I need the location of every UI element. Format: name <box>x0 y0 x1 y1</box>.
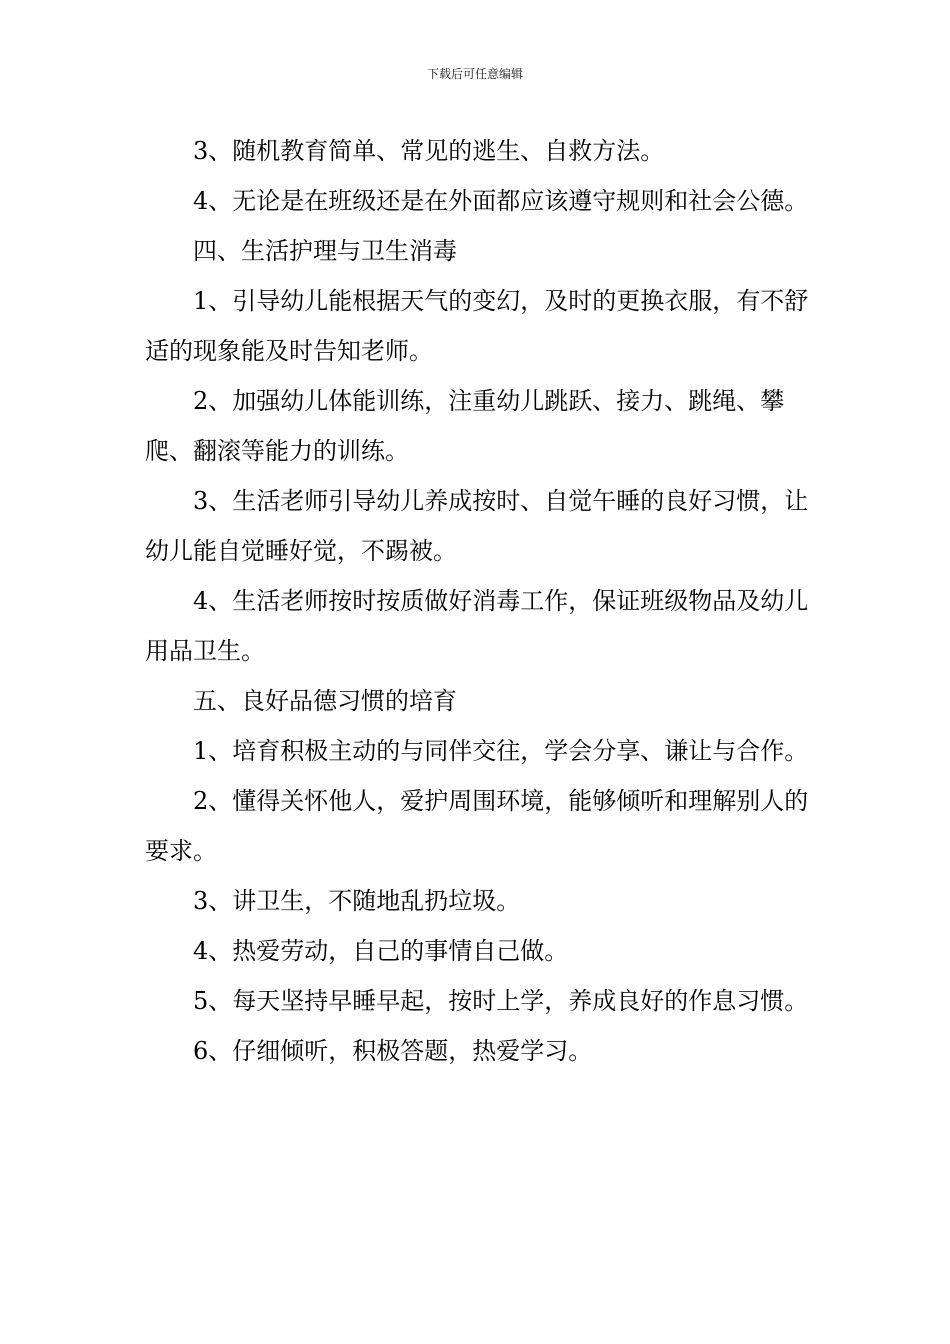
header-note: 下载后可任意编辑 <box>426 67 523 81</box>
paragraph-routine: 5、每天坚持早睡早起，按时上学，养成良好的作息习惯。 <box>193 987 809 1015</box>
section-heading-life-care: 四、生活护理与卫生消毒 <box>193 237 457 265</box>
paragraph-peer-interaction: 1、培育积极主动的与同伴交往，学会分享、谦让与合作。 <box>193 737 809 765</box>
paragraph-hygiene: 3、讲卫生，不随地乱扔垃圾。 <box>193 887 521 915</box>
paragraph-nap-habits: 3、生活老师引导幼儿养成按时、自觉午睡的良好习惯，让幼儿能自觉睡好觉，不踢被。 <box>145 487 809 565</box>
paragraph-change-clothes: 1、引导幼儿能根据天气的变幻，及时的更换衣服，有不舒适的现象能及时告知老师。 <box>145 287 809 365</box>
paragraph-caring-others: 2、懂得关怀他人，爱护周围环境，能够倾听和理解别人的要求。 <box>145 787 809 865</box>
paragraph-labor: 4、热爱劳动，自己的事情自己做。 <box>193 937 569 965</box>
section-heading-moral-habits: 五、良好品德习惯的培育 <box>193 687 457 715</box>
paragraph-evacuation-methods: 3、随机教育简单、常见的逃生、自救方法。 <box>193 137 665 165</box>
paragraph-follow-rules: 4、无论是在班级还是在外面都应该遵守规则和社会公德。 <box>193 187 809 215</box>
paragraph-disinfection: 4、生活老师按时按质做好消毒工作，保证班级物品及幼儿用品卫生。 <box>145 587 809 665</box>
paragraph-physical-training: 2、加强幼儿体能训练，注重幼儿跳跃、接力、跳绳、攀爬、翻滚等能力的训练。 <box>145 387 785 465</box>
document-body <box>145 126 810 1076</box>
paragraph-listening: 6、仔细倾听，积极答题，热爱学习。 <box>193 1037 593 1065</box>
